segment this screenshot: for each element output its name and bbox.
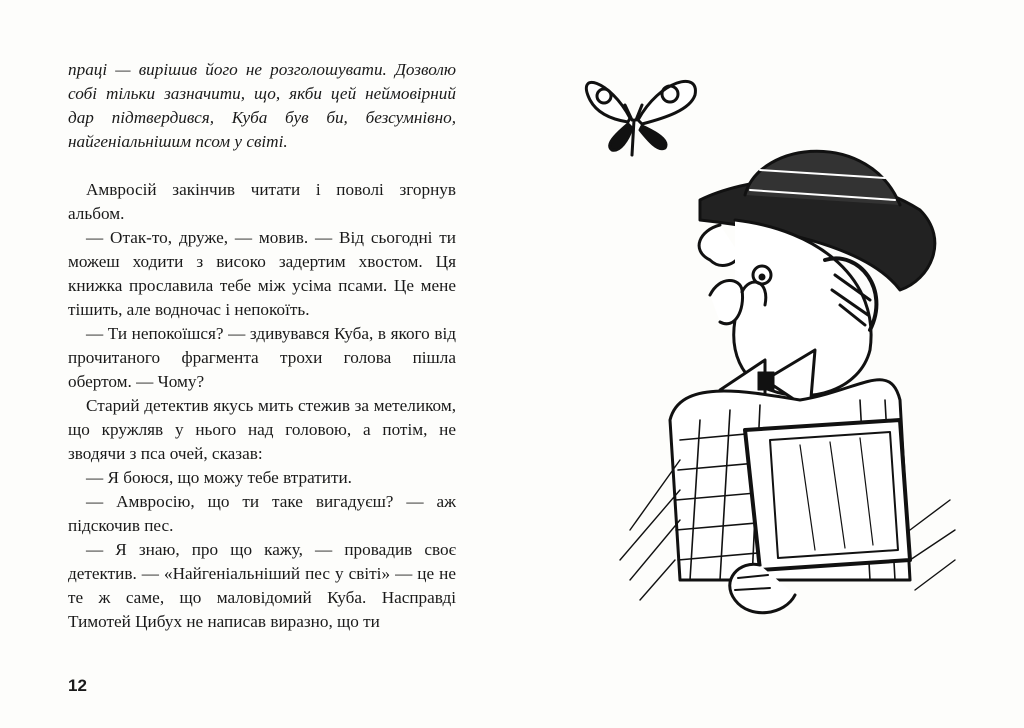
detective-with-butterfly-illustration	[570, 60, 960, 640]
page-number: 12	[68, 676, 87, 695]
detective-figure	[620, 151, 955, 612]
paragraph: — Я знаю, про що кажу, — провадив своє детектив. — «Найгеніальніший пес у світі» — це не те ж саме, що маловідомий Куба. Насправді Тимотей Цибух не написав виразно, що ти	[68, 540, 456, 631]
paragraph: — Амвросію, що ти таке вигадуєш? — аж підскочив пес.	[68, 492, 456, 535]
paragraph: Старий детектив якусь мить стежив за метеликом, що кружляв у нього над головою, а потім, не зводячи з пса очей, сказав:	[68, 396, 456, 463]
paragraph: — Я боюся, що можу тебе втратити.	[86, 468, 352, 487]
paragraph: — Отак-то, друже, — мовив. — Від сьогодні ти можеш ходити з високо задертим хвостом. Ця книжка прославила тебе між усіма псами. Це мене тішить, але водночас і непокоїть.	[68, 228, 456, 319]
text-column	[68, 58, 456, 634]
butterfly-icon	[586, 81, 695, 155]
paragraph: — Ти непокоїшся? — здивувався Куба, в якого від прочитаного фрагмента трохи голова пішла обертом. — Чому?	[68, 324, 456, 391]
paragraph-italic-quote: праці — вирішив його не розголошувати. Дозволю собі тільки зазначити, що, якби цей неймовірний дар підтвердився, Куба був би, безсумнівно, найгеніальнішим псом у світі.	[68, 60, 456, 151]
paragraph: Амвросій закінчив читати і поволі згорнув альбом.	[68, 180, 456, 223]
